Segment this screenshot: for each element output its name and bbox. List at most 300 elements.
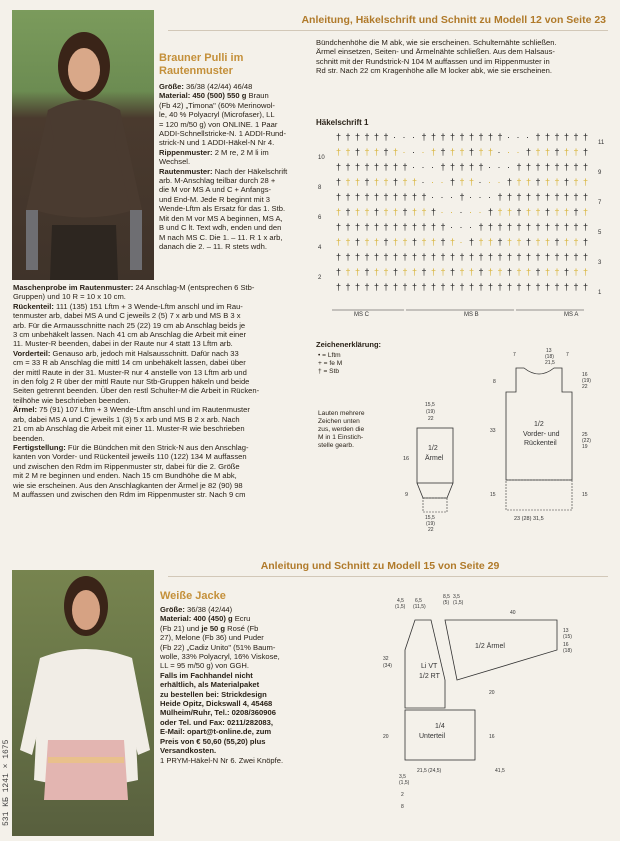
jacket-dimension: (11,5): [413, 604, 426, 610]
chart-symbol: †: [573, 222, 579, 232]
chart-symbol: †: [336, 237, 342, 247]
chart-symbol: †: [450, 132, 456, 142]
chart-symbol: †: [402, 192, 408, 202]
chart-symbol: †: [374, 252, 380, 262]
chart-symbol: †: [507, 282, 513, 292]
chart-symbol: †: [459, 177, 465, 187]
chart-symbol: ·: [516, 132, 520, 142]
crochet-chart: [314, 130, 612, 320]
chart-symbol: †: [383, 147, 389, 157]
svg-text:7: 7: [566, 352, 569, 358]
chart-symbol: †: [573, 162, 579, 172]
jacket-instruction-line: erhältlich, als Materialpaket: [160, 680, 260, 690]
svg-text:21,5: 21,5: [545, 360, 555, 366]
chart-symbol: ·: [478, 192, 482, 202]
instruction-line: ADDI-Schnellstricke-N. 1 ADDI-Rund-: [159, 129, 287, 139]
jacket-instruction-line: Größe: 36/38 (42/44): [160, 605, 233, 614]
chart-row-number: 9: [598, 170, 602, 176]
chart-symbol: †: [421, 132, 427, 142]
svg-text:(19): (19): [426, 409, 435, 415]
chart-symbol: †: [345, 147, 351, 157]
svg-text:19: 19: [582, 444, 588, 450]
chart-symbol: †: [469, 252, 475, 262]
jacket-dimension: 13: [563, 628, 569, 634]
chart-symbol: †: [374, 177, 380, 187]
chart-symbol: †: [583, 207, 589, 217]
header-divider: [168, 30, 608, 31]
chart-symbol: †: [355, 177, 361, 187]
chart-symbol: ·: [497, 147, 501, 157]
chart-symbol: †: [336, 132, 342, 142]
jacket-instruction-line: oder Tel. und Fax: 0211/282083,: [160, 717, 273, 727]
sleeve-schematic: [395, 398, 475, 533]
svg-text:Unterteil: Unterteil: [419, 733, 446, 740]
chart-symbol: †: [488, 132, 494, 142]
chart-symbol: †: [355, 147, 361, 157]
chart-symbol: †: [355, 192, 361, 202]
chart-symbol: †: [583, 147, 589, 157]
chart-symbol: †: [364, 237, 370, 247]
jacket-dimension: (18): [563, 648, 572, 654]
model12-title-line2: Rautenmuster: [159, 65, 233, 77]
instructions-column-wide: [13, 283, 313, 499]
chart-symbol: †: [497, 207, 503, 217]
chart-symbol: †: [535, 207, 541, 217]
instruction-line: le, 40 % Polyacryl (Microfaser), LL: [159, 110, 275, 120]
legend-item: + = fe M: [318, 360, 343, 367]
instruction-line: M auffassen und zwischen den Rdm im Rippenmuster str. Nach 9 cm: [13, 489, 246, 499]
chart-symbol: †: [364, 252, 370, 262]
chart-symbol: †: [383, 192, 389, 202]
chart-symbol: †: [516, 162, 522, 172]
chart-symbol: †: [393, 282, 399, 292]
jacket-instruction-line: Mülheim/Ruhr, Tel.: 0208/360906: [160, 708, 276, 718]
chart-symbol: †: [450, 147, 456, 157]
legend-item: † = Stb: [318, 368, 340, 375]
chart-symbol: †: [535, 132, 541, 142]
chart-symbol: †: [412, 282, 418, 292]
chart-symbol: †: [583, 192, 589, 202]
svg-text:1/2: 1/2: [428, 445, 438, 452]
instruction-line: die M vor MS A und C + Anfangs-: [159, 185, 272, 195]
chart-symbol: †: [459, 162, 465, 172]
chart-symbol: †: [545, 132, 551, 142]
jacket-instruction-line: Heide Opitz, Dickswall 4, 45468: [160, 699, 273, 709]
chart-symbol: †: [469, 267, 475, 277]
chart-symbol: †: [364, 192, 370, 202]
chart-symbol: †: [507, 267, 513, 277]
chart-symbol: †: [516, 207, 522, 217]
chart-symbol: †: [583, 177, 589, 187]
svg-text:16: 16: [582, 372, 588, 378]
chart-symbol: †: [583, 237, 589, 247]
instruction-line: Rückenteil: 111 (135) 151 Lftm + 3 Wende-Lftm anschl und im Rau-: [13, 301, 243, 311]
finishing-line: Rd str. Nach 22 cm Kragenhöhe alle M locker abk, wie sie erscheinen.: [316, 66, 552, 76]
instruction-line: B und C lt. Text wdh, enden und den: [159, 223, 282, 233]
chart-row-number: 11: [598, 140, 605, 146]
chart-symbol: †: [364, 177, 370, 187]
chart-symbol: †: [526, 162, 532, 172]
chart-symbol: ·: [459, 207, 463, 217]
chart-symbol: †: [564, 267, 570, 277]
chart-symbol: †: [573, 177, 579, 187]
chart-symbol: †: [478, 282, 484, 292]
chart-symbol: †: [374, 222, 380, 232]
chart-symbol: †: [554, 282, 560, 292]
chart-symbol: †: [526, 177, 532, 187]
chart-symbol: †: [526, 222, 532, 232]
chart-symbol: †: [393, 222, 399, 232]
chart-symbol: †: [526, 207, 532, 217]
chart-row-number: 2: [318, 275, 322, 281]
chart-symbol: †: [440, 282, 446, 292]
chart-symbol: †: [431, 252, 437, 262]
note-line: stelle gearb.: [318, 442, 354, 449]
chart-symbol: ·: [393, 132, 396, 142]
jacket-instruction-line: Falls im Fachhandel nicht: [160, 670, 253, 680]
chart-symbol: †: [516, 177, 522, 187]
chart-symbol: †: [355, 222, 361, 232]
chart-symbol: †: [564, 177, 570, 187]
chart-symbol: †: [402, 282, 408, 292]
instruction-line: und End-M. Jede R beginnt mit 3: [159, 194, 271, 204]
chart-symbol: ·: [469, 207, 472, 217]
chart-symbol: †: [431, 147, 437, 157]
chart-symbol: †: [345, 192, 351, 202]
chart-symbol: ·: [450, 222, 453, 232]
instruction-line: und zwischen den Rdm im Rippenmuster str, dabei für die 2. Größe: [13, 461, 240, 471]
chart-symbol: †: [336, 177, 342, 187]
jacket-dimension: 20: [383, 734, 389, 740]
jacket-dimension: 21,5 (24,5): [417, 768, 442, 774]
jacket-dimension: 3,5: [399, 774, 406, 780]
chart-symbol: †: [535, 267, 541, 277]
chart-symbol: †: [488, 252, 494, 262]
chart-symbol: †: [554, 237, 560, 247]
chart-symbol: †: [336, 282, 342, 292]
chart-symbol: †: [421, 267, 427, 277]
instruction-line: beenden.: [13, 433, 45, 443]
chart-symbol: †: [459, 192, 465, 202]
chart-symbol: †: [393, 207, 399, 217]
chart-symbol: †: [440, 132, 446, 142]
chart-symbol: †: [383, 252, 389, 262]
jacket-schematic: [345, 590, 615, 825]
chart-symbol: ·: [421, 147, 425, 157]
chart-symbol: †: [364, 222, 370, 232]
chart-symbol: †: [459, 147, 465, 157]
chart-symbol: †: [393, 162, 399, 172]
chart-symbol: †: [526, 252, 532, 262]
chart-symbol: †: [535, 162, 541, 172]
chart-symbol: †: [488, 222, 494, 232]
chart-symbol: †: [535, 177, 541, 187]
chart-symbol: ·: [507, 132, 510, 142]
instructions-column-narrow: [159, 82, 309, 251]
chart-symbol: †: [497, 282, 503, 292]
chart-symbol: †: [497, 252, 503, 262]
chart-symbol: †: [526, 147, 532, 157]
chart-row-number: 8: [318, 185, 322, 191]
chart-symbol: †: [459, 252, 465, 262]
chart-symbol: †: [383, 282, 389, 292]
jacket-dimension: (1,5): [399, 780, 410, 786]
jacket-dimension: 6,5: [415, 598, 422, 604]
chart-symbol: †: [355, 162, 361, 172]
jacket-instruction-line: Preis von € 50,60 (55,20) plus: [160, 736, 266, 746]
chart-symbol: †: [393, 147, 399, 157]
chart-symbol: †: [355, 207, 361, 217]
chart-symbol: †: [431, 267, 437, 277]
chart-symbol: †: [345, 222, 351, 232]
jacket-instruction-line: LL = 95 m/50 g) von GGH.: [160, 661, 249, 671]
instruction-line: mit 2 M re beginnen und enden. Nach 15 cm Bundhöhe die M abk,: [13, 471, 237, 481]
chart-symbol: †: [583, 252, 589, 262]
jacket-instruction-line: Versandkosten.: [160, 746, 217, 756]
chart-symbol: †: [459, 267, 465, 277]
chart-row-number: 6: [318, 215, 322, 221]
chart-symbol: †: [374, 237, 380, 247]
chart-symbol: †: [393, 237, 399, 247]
chart-symbol: ·: [440, 192, 444, 202]
svg-text:Rückenteil: Rückenteil: [524, 440, 557, 447]
chart-row-number: 4: [318, 245, 322, 251]
svg-text:1/2 RT: 1/2 RT: [419, 673, 440, 680]
chart-symbol: †: [573, 192, 579, 202]
instruction-line: Maschenprobe im Rautenmuster: 24 Anschlag-M (entsprechen 6 Stb-: [13, 283, 255, 292]
jacket-instruction-line: (Fb 21) und je 50 g Rosé (Fb: [160, 623, 259, 633]
chart-symbol: †: [336, 267, 342, 277]
chart-symbol: ·: [516, 147, 520, 157]
chart-symbol: †: [450, 282, 456, 292]
chart-symbol: †: [583, 162, 589, 172]
instruction-line: danach die 2. – 11. R stets wdh.: [159, 241, 267, 251]
chart-symbol: ·: [450, 207, 453, 217]
chart-symbol: †: [345, 132, 351, 142]
svg-text:13: 13: [546, 348, 552, 354]
chart-symbol: †: [545, 282, 551, 292]
chart-symbol: †: [336, 192, 342, 202]
chart-symbol: †: [545, 252, 551, 262]
model-photo-brown-sweater: [12, 10, 154, 280]
note-line: zus, werden die: [318, 426, 365, 433]
chart-symbol: †: [440, 237, 446, 247]
chart-symbol: †: [364, 132, 370, 142]
chart-symbol: †: [355, 237, 361, 247]
chart-symbol: †: [535, 237, 541, 247]
note-line: Lauten mehrere: [318, 410, 365, 417]
instruction-line: M nach MS C. Die 1. – 11. R 1 x arb,: [159, 232, 283, 242]
instruction-line: Seiten getrennt beenden. Über den restl Schulter-M die Arbeit in Rücken-: [13, 386, 260, 396]
model-photo-white-jacket: [12, 570, 154, 836]
chart-symbol: †: [478, 132, 484, 142]
chart-symbol: †: [421, 222, 427, 232]
chart-symbol: †: [478, 162, 484, 172]
chart-symbol: ·: [450, 192, 453, 202]
instruction-line: Mit den M vor MS A beginnen, MS A,: [159, 213, 283, 223]
svg-text:1/2 Ärmel: 1/2 Ärmel: [475, 643, 505, 650]
chart-symbol: †: [554, 192, 560, 202]
svg-text:15,5: 15,5: [425, 402, 435, 408]
jacket-instruction-line: Material: 400 (450) g Ecru: [160, 614, 251, 624]
chart-symbol: †: [478, 147, 484, 157]
chart-symbol: ·: [478, 207, 482, 217]
chart-symbol: †: [469, 162, 475, 172]
chart-symbol: †: [421, 207, 427, 217]
chart-symbol: †: [564, 147, 570, 157]
chart-symbol: †: [383, 132, 389, 142]
svg-text:23 (28) 31,5: 23 (28) 31,5: [514, 516, 544, 522]
chart-symbol: †: [374, 147, 380, 157]
instruction-line: cm = 33 R ab Anschlag die mittl 14 cm unbehäkelt lassen, dabei über: [13, 358, 246, 368]
chart-symbol: †: [440, 147, 446, 157]
chart-symbol: †: [573, 267, 579, 277]
chart-symbol: ·: [412, 147, 415, 157]
chart-symbol: †: [554, 207, 560, 217]
svg-text:1/2: 1/2: [534, 421, 544, 428]
svg-text:(19): (19): [426, 521, 435, 527]
chart-symbol: †: [402, 162, 408, 172]
instruction-line: (Fb 42) „Timona" (60% Merinowol-: [159, 100, 275, 110]
chart-symbol: †: [336, 162, 342, 172]
legend-list: [318, 352, 342, 376]
jacket-dimension: 20: [489, 690, 495, 696]
chart-symbol: †: [459, 132, 465, 142]
chart-symbol: †: [497, 267, 503, 277]
chart-symbol: ·: [421, 177, 425, 187]
chart-symbol: †: [516, 282, 522, 292]
jacket-dimension: (15): [563, 634, 572, 640]
instruction-line: = 120 m/50 g) von ONLINE. 1 Paar: [159, 119, 278, 129]
instruction-line: 3 cm unbehäkelt lassen. Nach 41 cm ab Anschlag die Arbeit mit einer: [13, 330, 247, 340]
jacket-dimension: 8: [401, 804, 404, 810]
svg-text:15: 15: [582, 492, 588, 498]
chart-symbol: †: [345, 177, 351, 187]
instruction-line: in den folg 2 R über der mittl Raute nur Stb-Gruppen häkeln und beide: [13, 377, 250, 387]
chart-symbol: †: [488, 147, 494, 157]
chart-symbol: ·: [402, 132, 406, 142]
instruction-line: Rippenmuster: 2 M re, 2 M li im: [159, 147, 269, 157]
jacket-dimension: 2: [401, 792, 404, 798]
jacket-instruction-line: E-Mail: opart@t-online.de, zum: [160, 727, 272, 737]
chart-symbol: ·: [402, 147, 406, 157]
chart-symbol: †: [554, 162, 560, 172]
section1-header: Anleitung, Häkelschrift und Schnitt zu Modell 12 von Seite 23: [301, 14, 606, 26]
chart-symbol: †: [355, 282, 361, 292]
chart-symbol: †: [431, 237, 437, 247]
svg-text:Li VT: Li VT: [421, 663, 438, 670]
chart-symbol: †: [440, 222, 446, 232]
chart-symbol: †: [440, 252, 446, 262]
chart-symbol: †: [478, 267, 484, 277]
chart-symbol: †: [573, 132, 579, 142]
chart-symbol: †: [450, 267, 456, 277]
chart-symbol: †: [469, 237, 475, 247]
jacket-dimension: 4,5: [397, 598, 404, 604]
chart-symbol: †: [345, 282, 351, 292]
chart-symbol: †: [364, 267, 370, 277]
chart-symbol: †: [469, 147, 475, 157]
chart-symbol: †: [450, 177, 456, 187]
chart-symbol: †: [535, 252, 541, 262]
chart-symbol: †: [345, 207, 351, 217]
model12-title-line1: Brauner Pulli im: [159, 52, 244, 64]
chart-row-number: 5: [598, 230, 602, 236]
chart-symbol: †: [383, 237, 389, 247]
chart-symbol: †: [402, 237, 408, 247]
svg-text:22: 22: [428, 416, 434, 422]
chart-symbol: ·: [469, 192, 472, 202]
jacket-dimension: (34): [383, 663, 392, 669]
svg-text:8: 8: [493, 379, 496, 385]
chart-symbol: †: [374, 192, 380, 202]
jacket-dimension: (1,5): [453, 600, 464, 606]
instruction-line: Wechsel.: [159, 157, 191, 167]
chart-symbol: †: [507, 177, 513, 187]
jacket-instruction-line: zu bestellen bei: Strickdesign: [160, 689, 267, 699]
chart-symbol: †: [573, 207, 579, 217]
chart-symbol: †: [478, 237, 484, 247]
chart-row-number: 7: [598, 200, 602, 206]
chart-row-number: 1: [598, 290, 602, 296]
jacket-dimension: 16: [563, 642, 569, 648]
chart-symbol: †: [469, 282, 475, 292]
chart-symbol: †: [554, 222, 560, 232]
chart-symbol: †: [545, 177, 551, 187]
chart-symbol: †: [402, 252, 408, 262]
chart-symbol: ·: [459, 237, 463, 247]
svg-text:(18): (18): [545, 354, 554, 360]
chart-symbol: ·: [497, 162, 501, 172]
chart-symbol: †: [554, 147, 560, 157]
chart-symbol: †: [336, 147, 342, 157]
svg-text:(22): (22): [582, 438, 591, 444]
instruction-line: kanten von Vorder- und Rückenteil jeweils 110 (122) 134 M auffassen: [13, 452, 247, 462]
chart-symbol: †: [374, 132, 380, 142]
chart-symbol: ·: [412, 132, 415, 142]
chart-symbol: †: [507, 237, 513, 247]
body-schematic: [488, 348, 613, 528]
chart-symbol: †: [469, 132, 475, 142]
jacket-dimension: 16: [489, 734, 495, 740]
chart-symbol: ·: [412, 162, 415, 172]
sweater-illustration: [12, 10, 154, 280]
instruction-line: 21 cm ab Anschlag die Arbeit mit einer 11. Muster-R wie beschrieben: [13, 424, 245, 434]
instruction-line: Rautenmuster: Nach der Häkelschrift: [159, 166, 288, 176]
chart-symbol: †: [431, 132, 437, 142]
chart-symbol: †: [535, 282, 541, 292]
chart-symbol: †: [364, 282, 370, 292]
instruction-line: 11. Muster-R beenden, dabei in der Raute nur 4 statt 13 Lftm arb.: [13, 339, 233, 349]
chart-symbol: †: [507, 207, 513, 217]
chart-symbol: †: [402, 207, 408, 217]
chart-symbol: †: [336, 222, 342, 232]
svg-text:15,5: 15,5: [425, 515, 435, 521]
finishing-line: Bündchenhöhe die M abk, wie sie erscheinen. Schulternähte schließen.: [316, 38, 557, 47]
chart-symbol: †: [545, 147, 551, 157]
jacket-dimension: (1,5): [395, 604, 406, 610]
chart-symbol: †: [478, 252, 484, 262]
note-line: M in 1 Einstich-: [318, 434, 364, 441]
instruction-line: Größe: 36/38 (42/44) 46/48: [159, 82, 253, 91]
chart-row-number: 10: [318, 155, 325, 161]
chart-symbol: †: [393, 252, 399, 262]
chart-symbol: †: [336, 252, 342, 262]
chart-symbol: †: [345, 267, 351, 277]
chart-symbol: †: [573, 147, 579, 157]
chart-symbol: †: [516, 267, 522, 277]
chart-symbol: †: [374, 267, 380, 277]
